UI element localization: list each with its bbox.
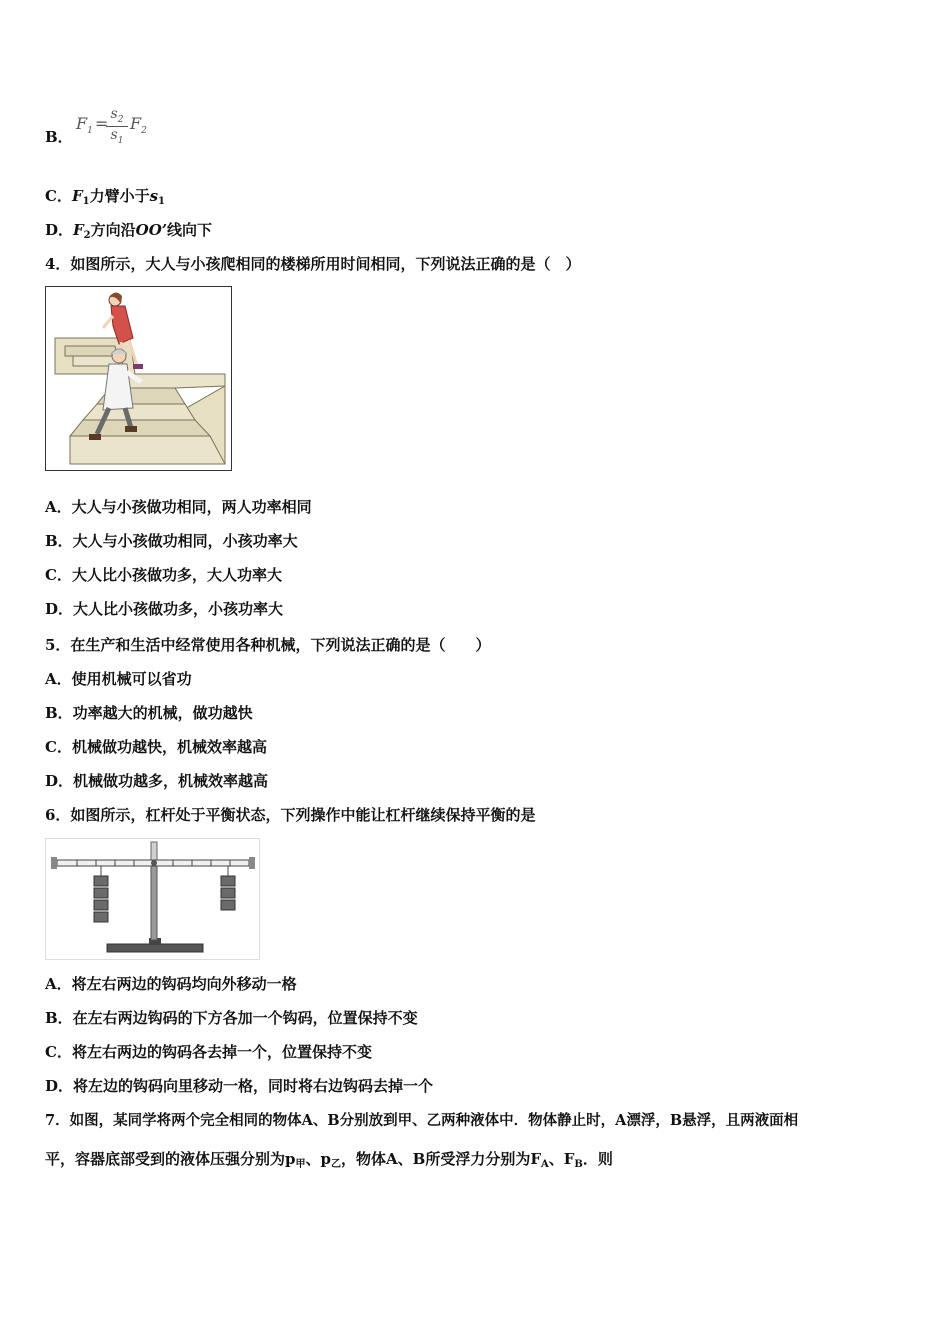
q3-option-d: D．$F_2$方向沿OO’线向下 xyxy=(45,221,213,241)
q6-stem: 6．如图所示，杠杆处于平衡状态，下列操作中能让杠杆继续保持平衡的是 xyxy=(45,806,536,824)
q6-option-c: C．将左右两边的钩码各去掉一个，位置保持不变 xyxy=(45,1043,372,1061)
q6-option-a: A．将左右两边的钩码均向外移动一格 xyxy=(45,975,297,993)
q4-option-b: B．大人与小孩做功相同，小孩功率大 xyxy=(45,532,298,550)
q5-option-b: B．功率越大的机械，做功越快 xyxy=(45,704,253,722)
lever-figure xyxy=(45,838,260,960)
q3-option-c: C．$F_1$力臂小于$s_1$ xyxy=(45,187,166,207)
q4-option-d: D．大人比小孩做功多，小孩功率大 xyxy=(45,600,284,618)
q6-option-b: B．在左右两边钩码的下方各加一个钩码，位置保持不变 xyxy=(45,1009,418,1027)
q5-option-c: C．机械做功越快，机械效率越高 xyxy=(45,738,267,756)
q7-stem-line2: 平，容器底部受到的液体压强分别为$p_甲$、$p_乙$，物体A、B所受浮力分别为$F_A$、$F_B$．则 xyxy=(45,1150,613,1170)
stairs-figure xyxy=(45,286,232,471)
q6-option-d: D．将左边的钩码向里移动一格，同时将右边钩码去掉一个 xyxy=(45,1077,434,1095)
q5-option-d: D．机械做功越多，机械效率越高 xyxy=(45,772,269,790)
q5-stem: 5．在生产和生活中经常使用各种机械，下列说法正确的是（ ） xyxy=(45,636,491,654)
q7-stem-line1: 7．如图，某同学将两个完全相同的物体A、B分别放到甲、乙两种液体中．物体静止时，A漂浮，B悬浮，且两液面相 xyxy=(45,1112,799,1129)
q5-option-a: A．使用机械可以省功 xyxy=(45,670,192,688)
q4-option-a: A．大人与小孩做功相同，两人功率相同 xyxy=(45,498,312,516)
q4-stem: 4．如图所示，大人与小孩爬相同的楼梯所用时间相同，下列说法正确的是（ ） xyxy=(45,255,581,273)
q4-option-c: C．大人比小孩做功多，大人功率大 xyxy=(45,566,282,584)
q3-option-b-label: B． xyxy=(45,128,73,146)
